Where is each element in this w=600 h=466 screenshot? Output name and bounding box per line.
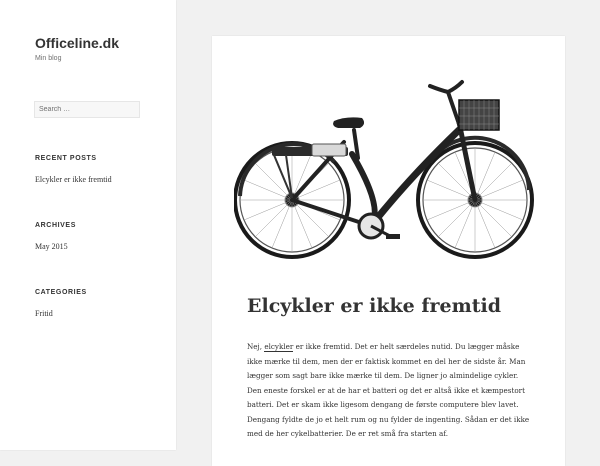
elcykler-link[interactable]: elcykler (264, 342, 294, 351)
archives-title: ARCHIVES (35, 222, 76, 229)
site-title[interactable]: Officeline.dk (35, 35, 120, 51)
search-input[interactable] (34, 101, 140, 118)
post-lead-before: Nej, (247, 342, 265, 351)
post-lead-after: er ikke fremtid. Det er helt særdeles nutid. Du lægger måske ikke mærke til dem, men der er faktisk kommet en del her de sidste år. Man lægger som sagt bare ikke mærke til dem. De ligner jo almindelige cykler. Den eneste forskel er at de har et batteri og det er altså ikke et kæmpestort batteri. Det er skam ikke ligesom dengang de første computere blev lavet. Dengang fyldte de jo et helt rum og nu fylder de ingenting. Sådan er det ikke med de her cykelbatterier. De er ret små fra starten af. (247, 342, 530, 438)
battery-rack (272, 144, 348, 198)
post-title[interactable]: Elcykler er ikke fremtid (247, 295, 502, 317)
post-body (247, 340, 531, 442)
recent-post-link[interactable]: Elcykler er ikke fremtid (35, 175, 112, 184)
site-description: Min blog (35, 55, 62, 62)
bike-image (234, 58, 544, 268)
front-basket (459, 100, 499, 130)
archive-link[interactable]: May 2015 (35, 242, 68, 251)
post-paragraph (247, 340, 531, 442)
categories-title: CATEGORIES (35, 289, 87, 296)
post-article (212, 36, 565, 466)
category-link[interactable]: Fritid (35, 309, 53, 318)
recent-posts-title: RECENT POSTS (35, 155, 97, 162)
sidebar (0, 0, 176, 450)
